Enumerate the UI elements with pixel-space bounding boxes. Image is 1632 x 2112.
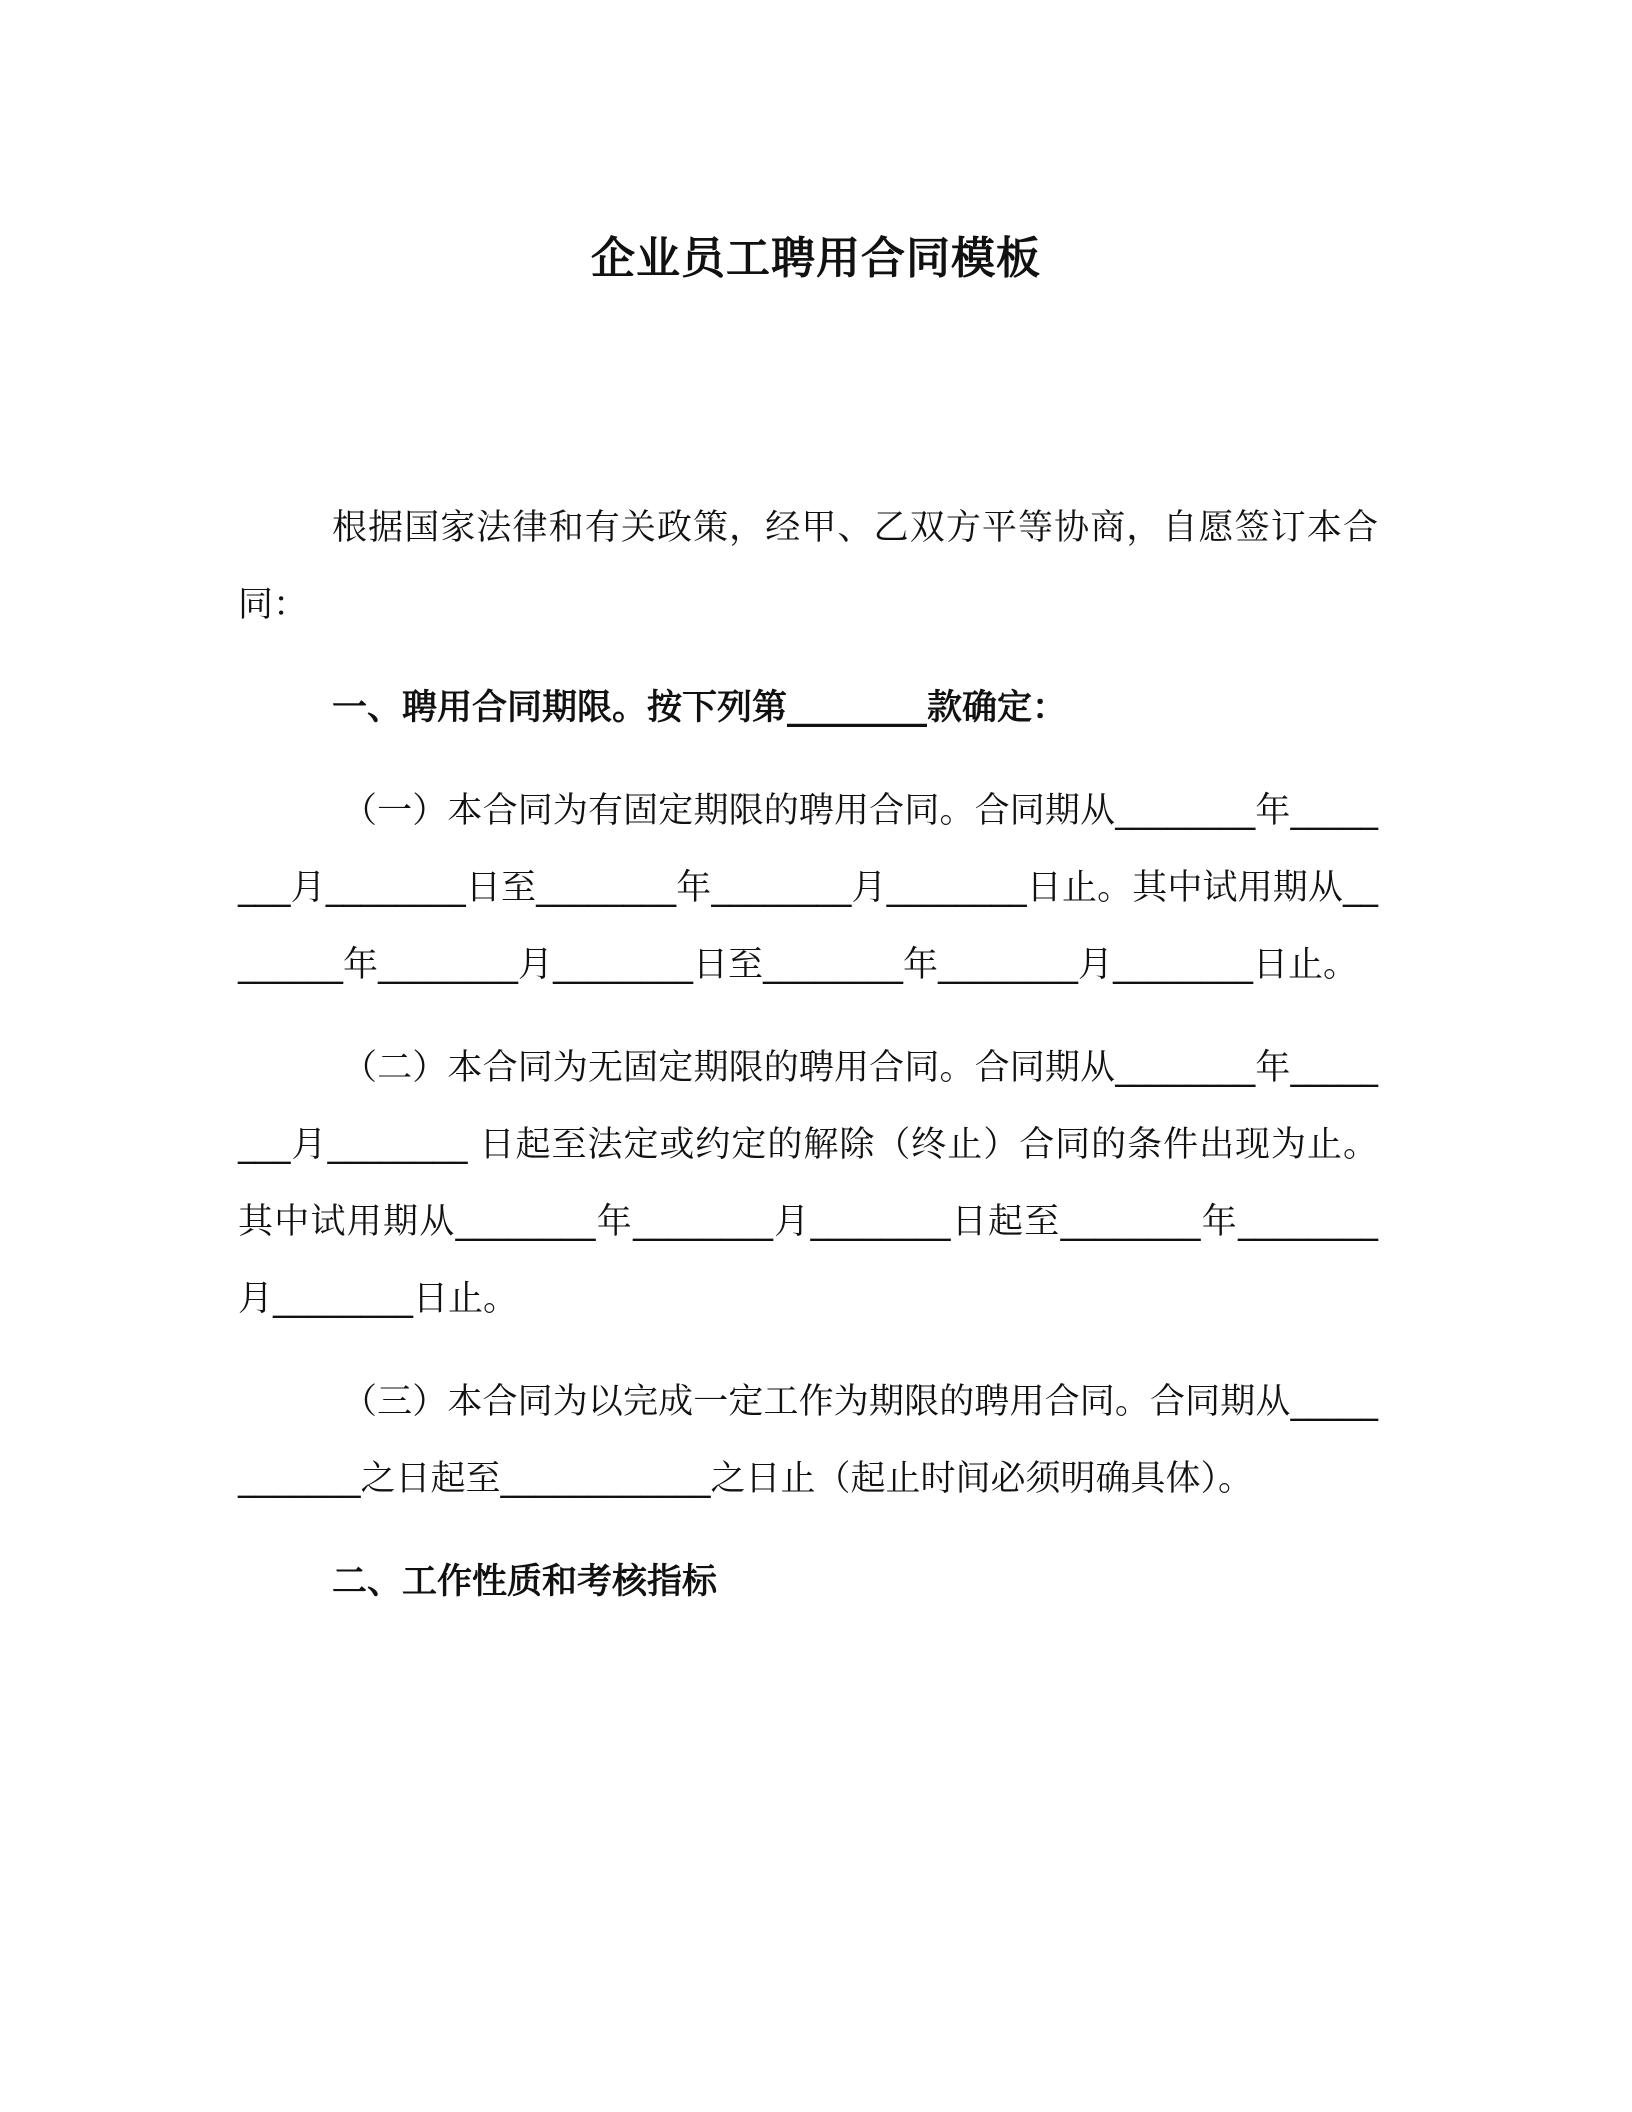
section-1-heading: 一、聘用合同期限。按下列第________款确定：	[332, 688, 1068, 728]
document-title: 企业员工聘用合同模板	[591, 233, 1041, 284]
clause-3-task-based: （三）本合同为以完成一定工作为期限的聘用合同。合同期从____________之日起至____________之日止（起止时间必须明确具体）。	[238, 1382, 1378, 1499]
section-2-heading: 二、工作性质和考核指标	[332, 1562, 718, 1602]
clause-1-fixed-term: （一）本合同为有固定期限的聘用合同。合同期从________年________月________日至________年________月________日止。其中试用期从________年________月________日至________年________月________日止。	[238, 791, 1378, 985]
paragraph-preamble: 根据国家法律和有关政策，经甲、乙双方平等协商，自愿签订本合同：	[238, 508, 1378, 625]
clause-2-open-ended: （二）本合同为无固定期限的聘用合同。合同期从________年________月________ 日起至法定或约定的解除（终止）合同的条件出现为止。其中试用期从________年________月________日起至________年________月________日止。	[238, 1048, 1378, 1319]
document-body	[238, 490, 1378, 1647]
